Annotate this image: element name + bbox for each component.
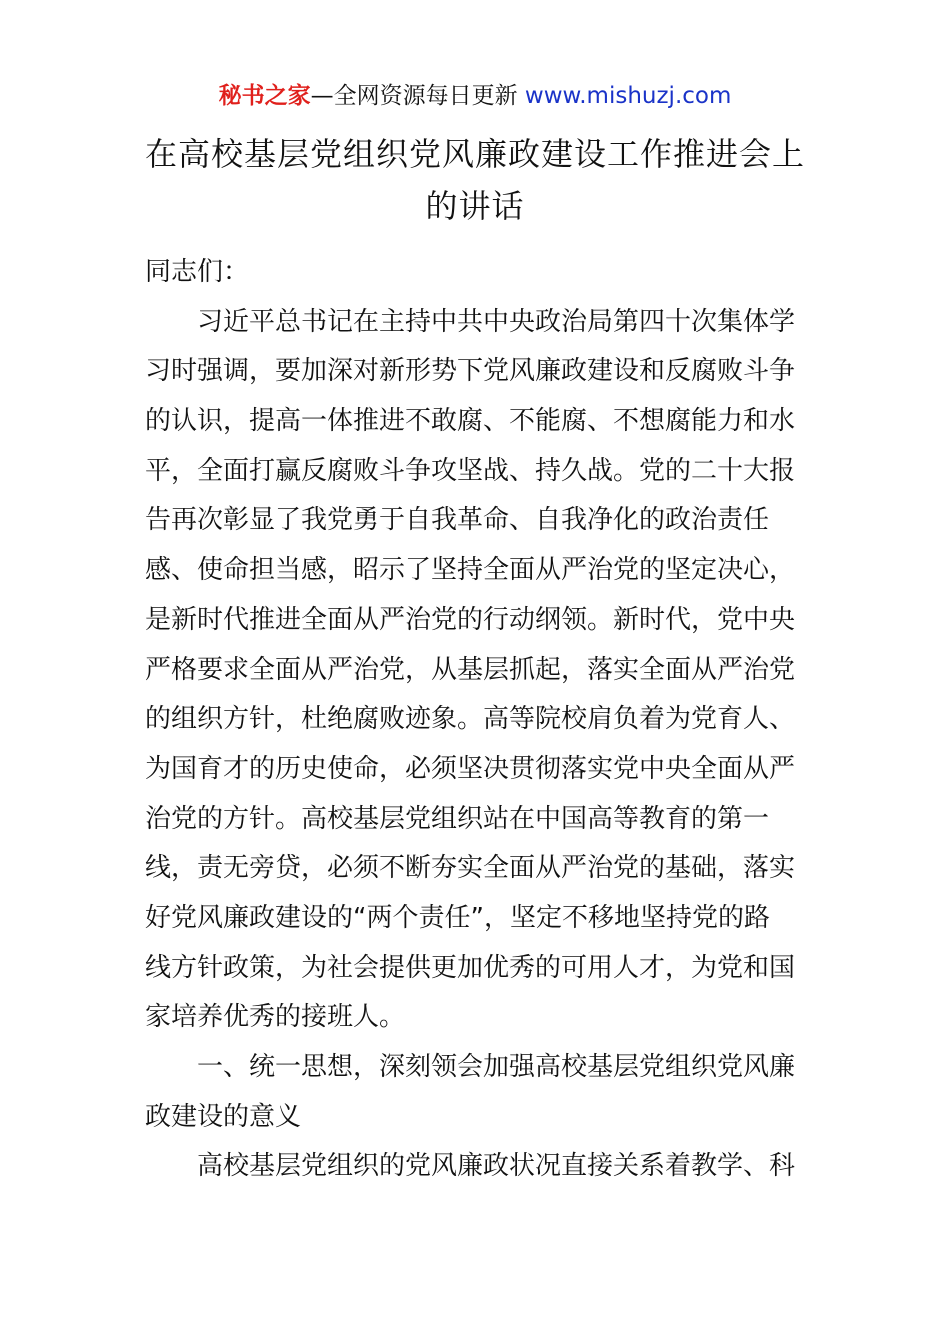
title-line: 的讲话 — [425, 187, 525, 225]
body-line: 告再次彰显了我党勇于自我革命、自我净化的政治责任 — [145, 505, 770, 536]
body-line: 习近平总书记在主持中共中央政治局第四十次集体学 — [197, 306, 796, 337]
body-line: 的认识，提高一体推进不敢腐、不能腐、不想腐能力和水 — [145, 406, 796, 437]
body-line: 高校基层党组织的党风廉政状况直接关系着教学、科 — [197, 1151, 796, 1182]
salutation: 同志们： — [145, 257, 250, 287]
body-line: 治党的方针。高校基层党组织站在中国高等教育的第一 — [145, 803, 770, 834]
body-line: 线方针政策，为社会提供更加优秀的可用人才，为党和国 — [145, 952, 796, 983]
body-line: 为国育才的历史使命，必须坚决贯彻落实党中央全面从严 — [145, 753, 796, 784]
document-body — [145, 248, 815, 1192]
body-line: 严格要求全面从严治党，从基层抓起，落实全面从严治党 — [145, 654, 796, 685]
body-line: 好党风廉政建设的“两个责任”，坚定不移地坚持党的路 — [145, 902, 770, 933]
body-line: 平，全面打赢反腐败斗争攻坚战、持久战。党的二十大报 — [145, 455, 796, 486]
body-line: 的组织方针，杜绝腐败迹象。高等院校肩负着为党育人、 — [145, 704, 796, 735]
site-slogan: —全网资源每日更新 — [310, 83, 525, 109]
section-heading-line: 一、统一思想，深刻领会加强高校基层党组织党风廉 — [197, 1052, 796, 1082]
site-header — [0, 80, 950, 112]
document-title — [100, 128, 850, 232]
body-line: 家培养优秀的接班人。 — [145, 1002, 406, 1033]
body-line: 线，责无旁贷，必须不断夯实全面从严治党的基础，落实 — [145, 853, 796, 884]
section-heading-line: 政建设的意义 — [145, 1101, 302, 1132]
body-line: 是新时代推进全面从严治党的行动纲领。新时代，党中央 — [145, 604, 796, 635]
site-url-link[interactable]: www.mishuzj.com — [524, 83, 732, 109]
title-line: 在高校基层党组织党风廉政建设工作推进会上 — [144, 135, 805, 173]
site-brand: 秘书之家 — [218, 83, 311, 109]
body-line: 习时强调，要加深对新形势下党风廉政建设和反腐败斗争 — [145, 356, 796, 387]
body-line: 感、使命担当感，昭示了坚持全面从严治党的坚定决心， — [145, 555, 796, 586]
